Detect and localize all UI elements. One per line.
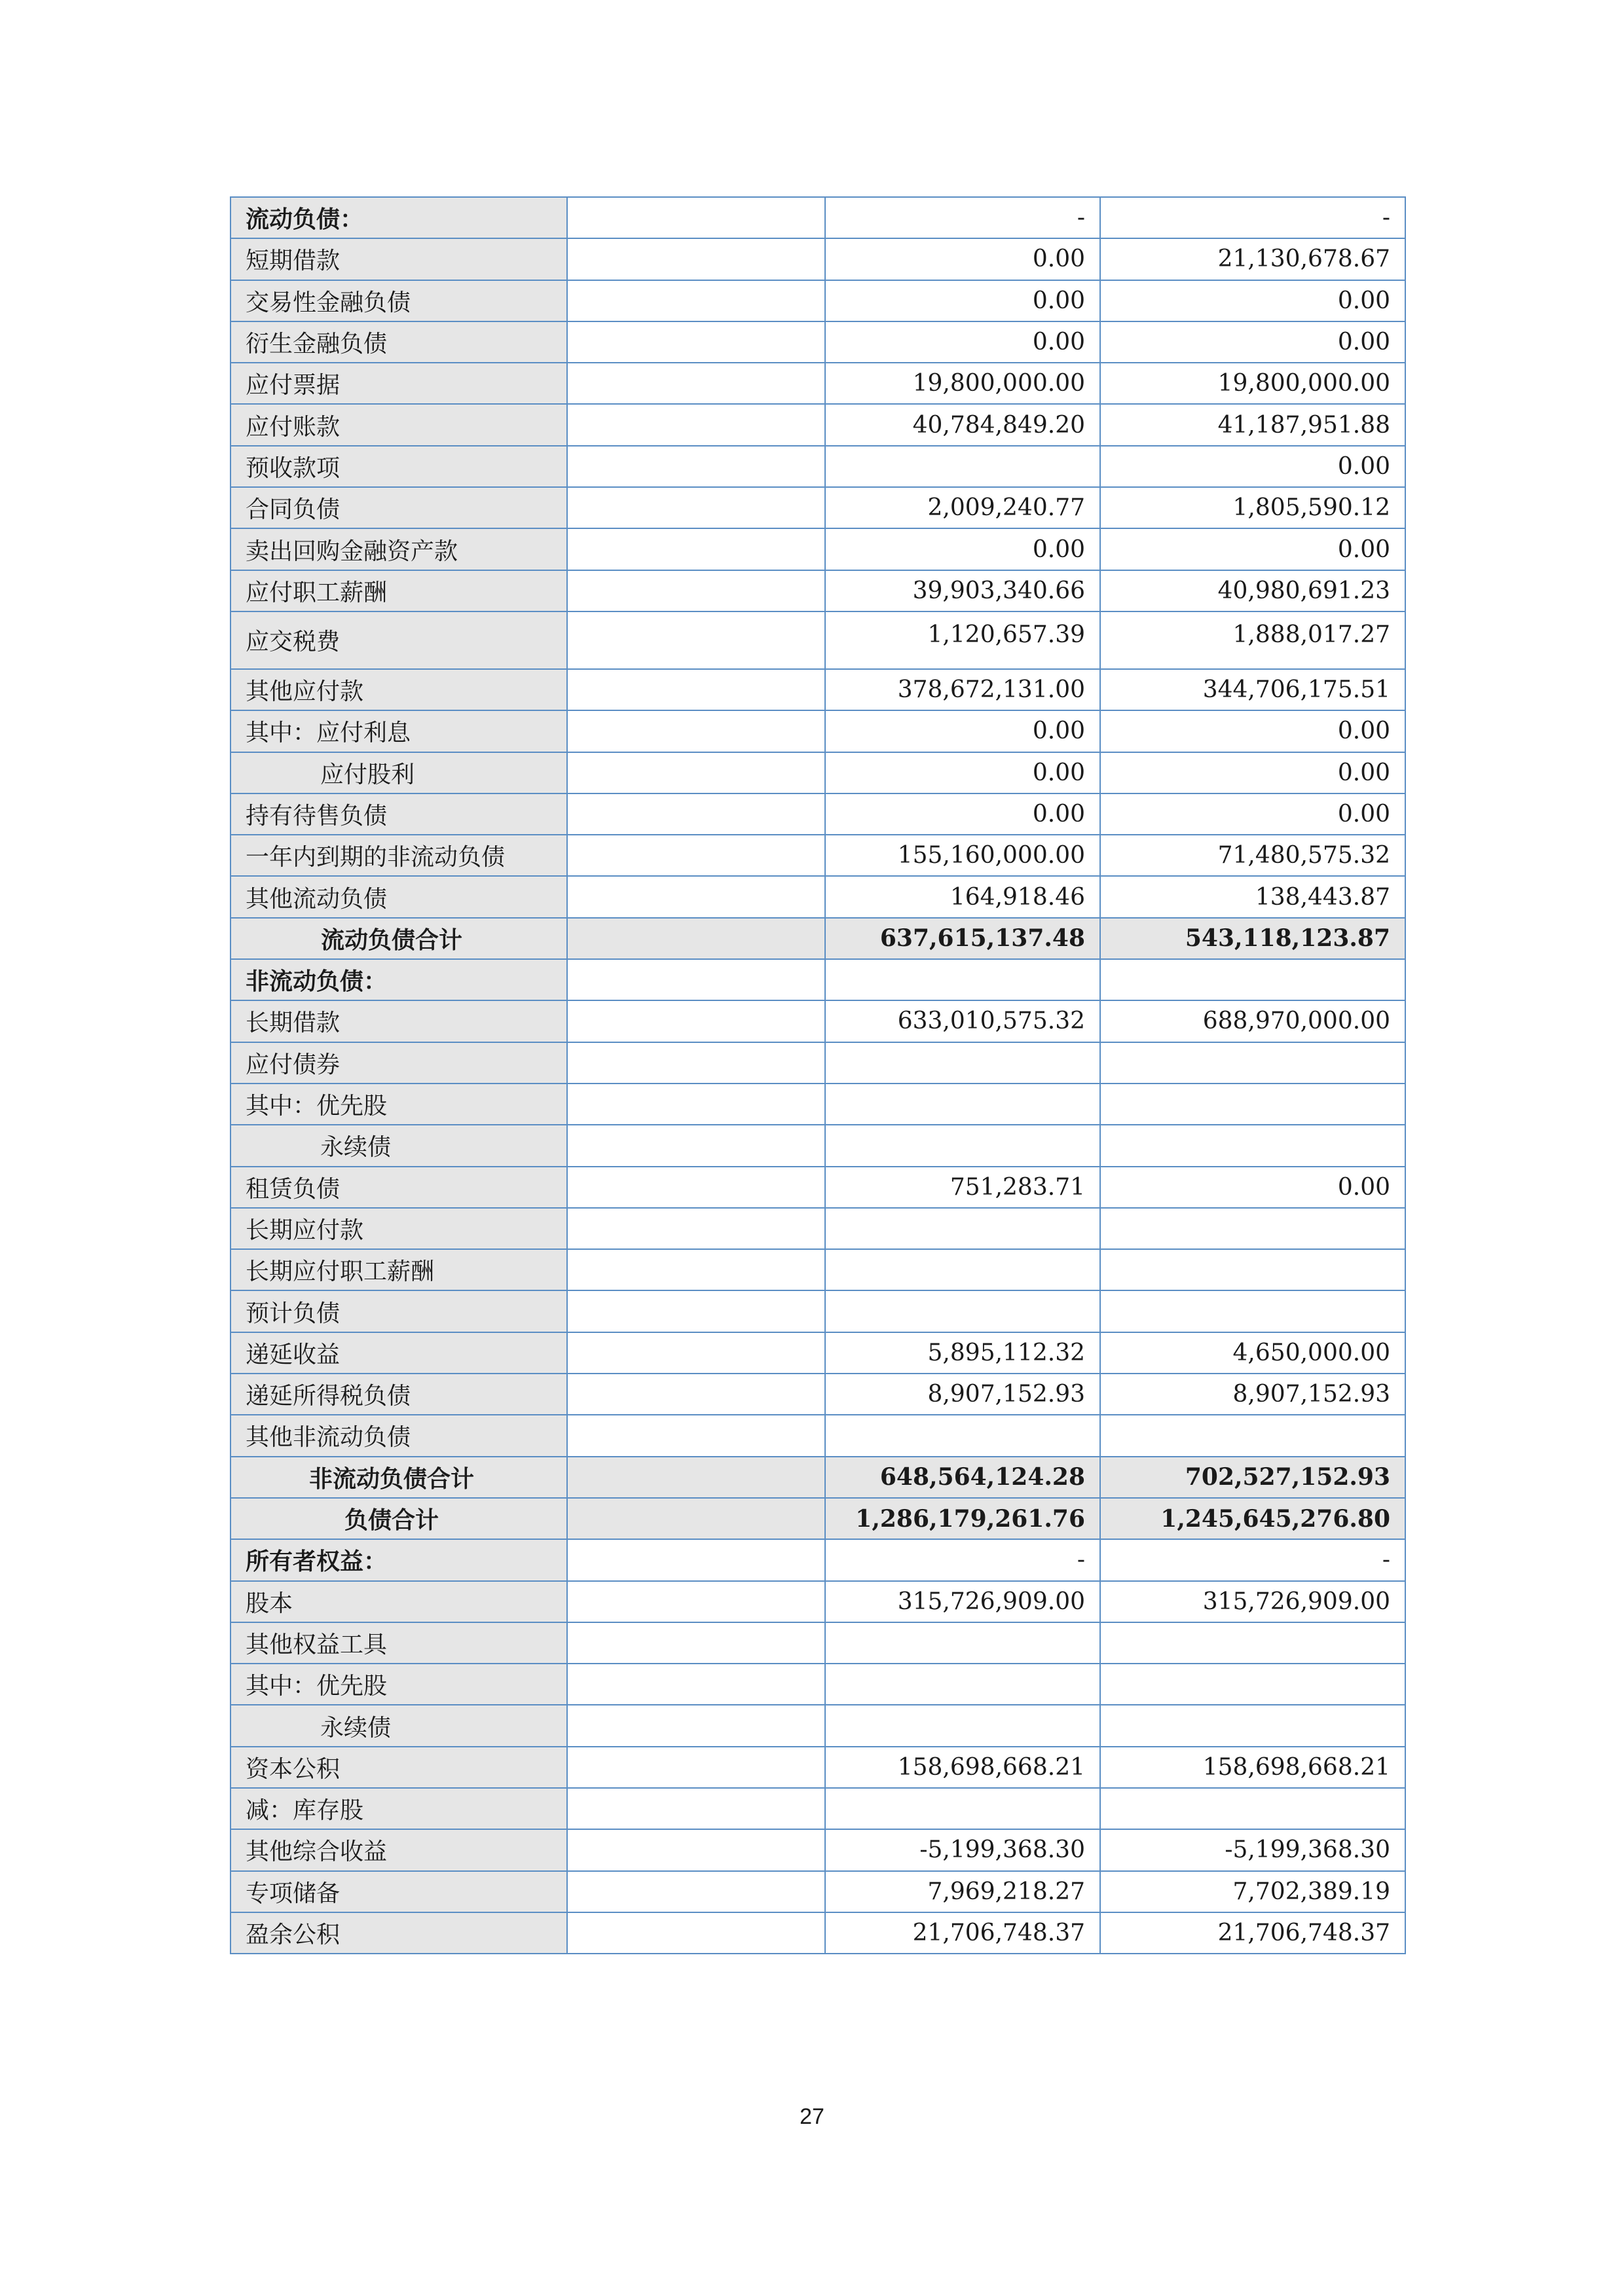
row-label: 永续债	[231, 1125, 567, 1166]
table-row	[231, 1374, 1405, 1415]
note-cell	[567, 1581, 825, 1622]
row-label: 应付债券	[231, 1042, 567, 1084]
row-label: 非流动负债：	[231, 959, 567, 1000]
current-period-value: 155,160,000.00	[825, 835, 1100, 876]
note-cell	[567, 1664, 825, 1705]
current-period-value: 315,726,909.00	[825, 1581, 1100, 1622]
prior-period-value: 8,907,152.93	[1100, 1374, 1405, 1415]
table-row	[231, 1415, 1405, 1456]
table-row	[231, 1332, 1405, 1374]
row-label: 流动负债：	[231, 197, 567, 238]
table-row	[231, 1249, 1405, 1290]
table-row	[231, 1167, 1405, 1208]
row-label: 预计负债	[231, 1290, 567, 1332]
note-cell	[567, 1125, 825, 1166]
note-cell	[567, 570, 825, 611]
row-label: 永续债	[231, 1705, 567, 1746]
current-period-value: 21,706,748.37	[825, 1912, 1100, 1954]
row-label: 应付职工薪酬	[231, 570, 567, 611]
row-label: 合同负债	[231, 487, 567, 528]
prior-period-value	[1100, 1084, 1405, 1125]
row-label: 长期借款	[231, 1000, 567, 1042]
note-cell	[567, 238, 825, 280]
note-cell	[567, 1042, 825, 1084]
prior-period-value: 0.00	[1100, 1167, 1405, 1208]
note-cell	[567, 1747, 825, 1788]
row-label: 应付账款	[231, 404, 567, 445]
current-period-value: 633,010,575.32	[825, 1000, 1100, 1042]
note-cell	[567, 1167, 825, 1208]
table-row	[231, 570, 1405, 611]
table-row	[231, 1788, 1405, 1829]
current-period-value: -	[825, 197, 1100, 238]
prior-period-value: 315,726,909.00	[1100, 1581, 1405, 1622]
note-cell	[567, 611, 825, 669]
row-label: 其中：应付利息	[231, 710, 567, 752]
table-row	[231, 280, 1405, 321]
current-period-value	[825, 1705, 1100, 1746]
row-label: 其中：优先股	[231, 1664, 567, 1705]
row-label: 其他流动负债	[231, 876, 567, 917]
note-cell	[567, 1498, 825, 1539]
row-label: 非流动负债合计	[231, 1457, 567, 1498]
note-cell	[567, 835, 825, 876]
note-cell	[567, 487, 825, 528]
note-cell	[567, 1788, 825, 1829]
current-period-value: 637,615,137.48	[825, 918, 1100, 959]
current-period-value	[825, 1788, 1100, 1829]
table-row	[231, 959, 1405, 1000]
note-cell	[567, 1705, 825, 1746]
table-row	[231, 1042, 1405, 1084]
prior-period-value: 0.00	[1100, 793, 1405, 835]
row-label: 其他权益工具	[231, 1622, 567, 1664]
row-label: 递延所得税负债	[231, 1374, 567, 1415]
row-label: 应付股利	[231, 752, 567, 793]
prior-period-value: 0.00	[1100, 752, 1405, 793]
row-label: 交易性金融负债	[231, 280, 567, 321]
row-label: 预收款项	[231, 446, 567, 487]
balance-sheet-table	[230, 196, 1406, 1954]
row-label: 其他应付款	[231, 669, 567, 710]
current-period-value	[825, 1664, 1100, 1705]
row-label: 应付票据	[231, 363, 567, 404]
prior-period-value: 71,480,575.32	[1100, 835, 1405, 876]
note-cell	[567, 1539, 825, 1580]
row-label: 递延收益	[231, 1332, 567, 1374]
prior-period-value: -	[1100, 1539, 1405, 1580]
current-period-value: 40,784,849.20	[825, 404, 1100, 445]
prior-period-value	[1100, 1249, 1405, 1290]
note-cell	[567, 752, 825, 793]
prior-period-value	[1100, 959, 1405, 1000]
row-label: 其中：优先股	[231, 1084, 567, 1125]
note-cell	[567, 1374, 825, 1415]
current-period-value: 19,800,000.00	[825, 363, 1100, 404]
note-cell	[567, 1912, 825, 1954]
current-period-value: -5,199,368.30	[825, 1829, 1100, 1870]
prior-period-value	[1100, 1290, 1405, 1332]
row-label: 资本公积	[231, 1747, 567, 1788]
prior-period-value: 158,698,668.21	[1100, 1747, 1405, 1788]
row-label: 其他综合收益	[231, 1829, 567, 1870]
note-cell	[567, 1084, 825, 1125]
row-label: 一年内到期的非流动负债	[231, 835, 567, 876]
current-period-value: -	[825, 1539, 1100, 1580]
prior-period-value: 702,527,152.93	[1100, 1457, 1405, 1498]
note-cell	[567, 1829, 825, 1870]
row-label: 持有待售负债	[231, 793, 567, 835]
note-cell	[567, 1208, 825, 1249]
current-period-value	[825, 1084, 1100, 1125]
row-label: 短期借款	[231, 238, 567, 280]
prior-period-value	[1100, 1664, 1405, 1705]
table-row	[231, 1539, 1405, 1580]
note-cell	[567, 280, 825, 321]
current-period-value	[825, 1249, 1100, 1290]
prior-period-value: 0.00	[1100, 446, 1405, 487]
prior-period-value	[1100, 1705, 1405, 1746]
current-period-value	[825, 1290, 1100, 1332]
prior-period-value: 7,702,389.19	[1100, 1871, 1405, 1912]
row-label: 股本	[231, 1581, 567, 1622]
current-period-value: 0.00	[825, 793, 1100, 835]
row-label: 应交税费	[231, 611, 567, 669]
prior-period-value: 21,130,678.67	[1100, 238, 1405, 280]
current-period-value: 648,564,124.28	[825, 1457, 1100, 1498]
prior-period-value: 4,650,000.00	[1100, 1332, 1405, 1374]
row-label: 其他非流动负债	[231, 1415, 567, 1456]
note-cell	[567, 1332, 825, 1374]
note-cell	[567, 1249, 825, 1290]
current-period-value: 1,120,657.39	[825, 611, 1100, 669]
row-label: 流动负债合计	[231, 918, 567, 959]
current-period-value: 158,698,668.21	[825, 1747, 1100, 1788]
note-cell	[567, 1871, 825, 1912]
prior-period-value	[1100, 1042, 1405, 1084]
current-period-value: 0.00	[825, 710, 1100, 752]
table-row	[231, 528, 1405, 570]
note-cell	[567, 918, 825, 959]
prior-period-value	[1100, 1788, 1405, 1829]
prior-period-value: -	[1100, 197, 1405, 238]
table-row	[231, 197, 1405, 238]
table-row	[231, 1664, 1405, 1705]
prior-period-value	[1100, 1125, 1405, 1166]
table-row	[231, 1084, 1405, 1125]
current-period-value	[825, 1042, 1100, 1084]
table-row	[231, 1581, 1405, 1622]
row-label: 专项储备	[231, 1871, 567, 1912]
current-period-value: 0.00	[825, 752, 1100, 793]
note-cell	[567, 321, 825, 363]
current-period-value: 8,907,152.93	[825, 1374, 1100, 1415]
table-row	[231, 238, 1405, 280]
row-label: 长期应付职工薪酬	[231, 1249, 567, 1290]
current-period-value: 0.00	[825, 321, 1100, 363]
prior-period-value: 0.00	[1100, 528, 1405, 570]
current-period-value: 164,918.46	[825, 876, 1100, 917]
current-period-value: 751,283.71	[825, 1167, 1100, 1208]
table-row	[231, 1498, 1405, 1539]
table-row	[231, 1747, 1405, 1788]
current-period-value: 0.00	[825, 280, 1100, 321]
table-row	[231, 669, 1405, 710]
prior-period-value: 19,800,000.00	[1100, 363, 1405, 404]
table-row	[231, 1622, 1405, 1664]
table-row	[231, 1125, 1405, 1166]
current-period-value: 1,286,179,261.76	[825, 1498, 1100, 1539]
prior-period-value: 138,443.87	[1100, 876, 1405, 917]
table-row	[231, 1871, 1405, 1912]
prior-period-value	[1100, 1415, 1405, 1456]
note-cell	[567, 1000, 825, 1042]
prior-period-value: 0.00	[1100, 280, 1405, 321]
prior-period-value: -5,199,368.30	[1100, 1829, 1405, 1870]
note-cell	[567, 404, 825, 445]
page-number: 27	[800, 2104, 824, 2129]
note-cell	[567, 710, 825, 752]
current-period-value	[825, 1415, 1100, 1456]
prior-period-value: 1,888,017.27	[1100, 611, 1405, 669]
prior-period-value: 40,980,691.23	[1100, 570, 1405, 611]
table-row	[231, 321, 1405, 363]
table-row	[231, 1208, 1405, 1249]
note-cell	[567, 363, 825, 404]
prior-period-value	[1100, 1622, 1405, 1664]
prior-period-value: 344,706,175.51	[1100, 669, 1405, 710]
table-row	[231, 611, 1405, 669]
prior-period-value: 21,706,748.37	[1100, 1912, 1405, 1954]
current-period-value	[825, 1208, 1100, 1249]
note-cell	[567, 197, 825, 238]
row-label: 长期应付款	[231, 1208, 567, 1249]
current-period-value: 5,895,112.32	[825, 1332, 1100, 1374]
current-period-value: 2,009,240.77	[825, 487, 1100, 528]
note-cell	[567, 959, 825, 1000]
prior-period-value: 543,118,123.87	[1100, 918, 1405, 959]
current-period-value: 7,969,218.27	[825, 1871, 1100, 1912]
prior-period-value: 0.00	[1100, 710, 1405, 752]
table-row	[231, 404, 1405, 445]
current-period-value	[825, 959, 1100, 1000]
current-period-value: 0.00	[825, 528, 1100, 570]
table-row	[231, 710, 1405, 752]
table-row	[231, 1457, 1405, 1498]
note-cell	[567, 1415, 825, 1456]
table-row	[231, 446, 1405, 487]
table-row	[231, 1290, 1405, 1332]
current-period-value: 39,903,340.66	[825, 570, 1100, 611]
table-row	[231, 363, 1405, 404]
table-row	[231, 1000, 1405, 1042]
note-cell	[567, 669, 825, 710]
current-period-value	[825, 446, 1100, 487]
note-cell	[567, 793, 825, 835]
table-row	[231, 1705, 1405, 1746]
current-period-value: 378,672,131.00	[825, 669, 1100, 710]
row-label: 卖出回购金融资产款	[231, 528, 567, 570]
row-label: 衍生金融负债	[231, 321, 567, 363]
row-label: 所有者权益：	[231, 1539, 567, 1580]
prior-period-value: 1,245,645,276.80	[1100, 1498, 1405, 1539]
table-row	[231, 918, 1405, 959]
prior-period-value: 688,970,000.00	[1100, 1000, 1405, 1042]
table-row	[231, 752, 1405, 793]
table-row	[231, 1829, 1405, 1870]
balance-sheet-body	[231, 197, 1405, 1954]
current-period-value: 0.00	[825, 238, 1100, 280]
note-cell	[567, 1290, 825, 1332]
prior-period-value: 41,187,951.88	[1100, 404, 1405, 445]
note-cell	[567, 446, 825, 487]
current-period-value	[825, 1125, 1100, 1166]
current-period-value	[825, 1622, 1100, 1664]
prior-period-value: 1,805,590.12	[1100, 487, 1405, 528]
note-cell	[567, 1622, 825, 1664]
prior-period-value: 0.00	[1100, 321, 1405, 363]
table-row	[231, 487, 1405, 528]
note-cell	[567, 876, 825, 917]
row-label: 租赁负债	[231, 1167, 567, 1208]
row-label: 盈余公积	[231, 1912, 567, 1954]
note-cell	[567, 1457, 825, 1498]
table-row	[231, 835, 1405, 876]
table-row	[231, 876, 1405, 917]
table-row	[231, 793, 1405, 835]
prior-period-value	[1100, 1208, 1405, 1249]
row-label: 减：库存股	[231, 1788, 567, 1829]
table-row	[231, 1912, 1405, 1954]
note-cell	[567, 528, 825, 570]
row-label: 负债合计	[231, 1498, 567, 1539]
